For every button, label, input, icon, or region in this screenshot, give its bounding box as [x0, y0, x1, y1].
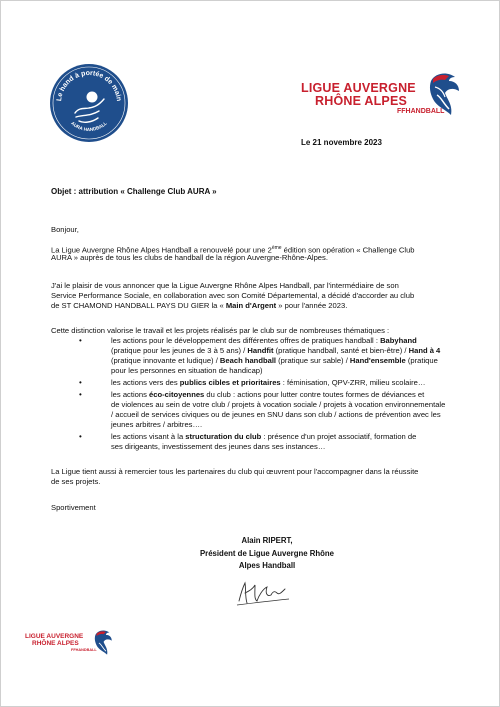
ligue-logo-bottom [25, 631, 135, 667]
hand-circle-logo [49, 63, 129, 143]
ligue-logo-top [297, 73, 462, 123]
b1-text: (pratique pour les jeunes de 3 à 5 ans) / [111, 346, 248, 355]
bullet-marker: • [79, 336, 82, 345]
bullet-3-line-3: / accueil de services civiques ou de jeunes en SNU dans son club / actions de prévention avec les [111, 410, 441, 419]
signatory-name: Alain RIPERT, [241, 536, 293, 545]
circle-logo-bottom-text: AURA HANDBALL [70, 120, 108, 133]
b1-handfit: Handfit [247, 346, 274, 355]
circle-logo-slogan: Le hand à portée de main [56, 69, 122, 102]
ligue-logo-line2: RHÔNE ALPES [315, 94, 408, 108]
paragraph-4-line-1: La Ligue tient aussi à remercier tous les partenaires du club qui œuvrent pour l'accompagner dans la réussite [51, 467, 419, 476]
signatory-title-1: Président de Ligue Auvergne Rhône [199, 549, 334, 558]
paragraph-2-line-1: J'ai le plaisir de vous annoncer que la Ligue Auvergne Rhône Alpes Handball, par l'intermédiaire de son [51, 281, 399, 290]
paragraph-2-line-3 [51, 301, 347, 311]
bullet-3-line-4: jeunes arbitres / arbitres…. [111, 420, 203, 429]
b1-text: (pratique handball, santé et bien-être) / [273, 346, 409, 355]
bullet-1-line-4: pour les personnes en situation de handicap) [111, 366, 263, 375]
b1-text: (pratique innovante et ludique) / [111, 356, 220, 365]
rooster-icon [427, 71, 461, 119]
bullet-2-line-1 [111, 378, 425, 388]
p1-text-b: édition son opération « Challenge Club [281, 245, 415, 255]
p1-superscript: ème [271, 245, 282, 251]
b4-text: les actions visant à la [111, 432, 186, 441]
bullet-3-line-1 [111, 390, 424, 400]
paragraph-3: Cette distinction valorise le travail et les projets réalisés par le club sur de nombreuses thématiques : [51, 326, 390, 335]
bullet-marker: • [79, 432, 82, 441]
salutation: Bonjour, [51, 225, 79, 234]
b3-text: les actions [111, 390, 149, 399]
bullet-4-line-2: ses dirigeants, investissement des jeunes dans ses instances… [111, 442, 326, 451]
ligue-logo-bottom-line3: FFHANDBALL [71, 648, 97, 652]
b2-text: les actions vers des [111, 378, 180, 387]
bullet-1-line-2 [111, 346, 440, 356]
b3-text: du club : actions pour lutter contre toutes formes de déviances et [204, 390, 425, 399]
b3-eco-citoyennes: éco-citoyennes [149, 390, 205, 399]
b4-structuration: structuration du club [185, 432, 262, 441]
letter-date: Le 21 novembre 2023 [301, 138, 382, 147]
paragraph-2-line-2: Service Performance Sociale, en collaboration avec son Comité Départemental, a décidé d'accorder au club [51, 291, 415, 300]
letter-subject: Objet : attribution « Challenge Club AURA » [51, 187, 217, 196]
b1-babyhand: Babyhand [380, 336, 417, 345]
handwritten-signature [233, 575, 293, 609]
b1-hand-ensemble: Hand'ensemble [349, 356, 406, 365]
bullet-marker: • [79, 378, 82, 387]
b2-publics: publics cibles et prioritaires [179, 378, 281, 387]
ligue-logo-bottom-line1: LIGUE AUVERGNE [25, 633, 84, 640]
p2-text-c: » pour l'année 2023. [276, 301, 348, 310]
ligue-logo-line3: FFHANDBALL [397, 108, 445, 115]
b1-text: (pratique [405, 356, 438, 365]
b1-hand-a-4: Hand à 4 [408, 346, 441, 355]
b1-beach-handball: Beach handball [219, 356, 277, 365]
ligue-logo-bottom-line2: RHÔNE ALPES [32, 640, 79, 647]
rooster-icon [93, 629, 113, 657]
p1-text-a: La Ligue Auvergne Rhône Alpes Handball a renouvelé pour une 2 [51, 245, 272, 255]
ligue-logo-line1: LIGUE AUVERGNE [301, 81, 416, 95]
b4-text: : présence d'un projet associatif, formation de [261, 432, 417, 441]
bullet-1-line-1 [111, 336, 417, 346]
bullet-1-line-3 [111, 356, 438, 366]
b1-text: (pratique sur sable) / [276, 356, 350, 365]
p2-award: Main d'Argent [225, 301, 277, 310]
bullet-3-line-2: de violences au sein de votre club / projets à vocation sociale / projets à vocation environnementale [111, 400, 446, 409]
b2-text: : féminisation, QPV-ZRR, milieu scolaire… [280, 378, 426, 387]
closing: Sportivement [51, 503, 96, 512]
paragraph-1-line-2: AURA » auprès de tous les clubs de handball de la région Auvergne-Rhône-Alpes. [51, 253, 328, 262]
bullet-marker: • [79, 390, 82, 399]
b1-text: les actions pour le développement des différentes offres de pratiques handball : [111, 336, 381, 345]
p2-text-a: de ST CHAMOND HANDBALL PAYS DU GIER la « [51, 301, 226, 310]
bullet-4-line-1 [111, 432, 416, 442]
signatory-title-2: Alpes Handball [238, 561, 296, 570]
paragraph-4-line-2: de ses projets. [51, 477, 101, 486]
